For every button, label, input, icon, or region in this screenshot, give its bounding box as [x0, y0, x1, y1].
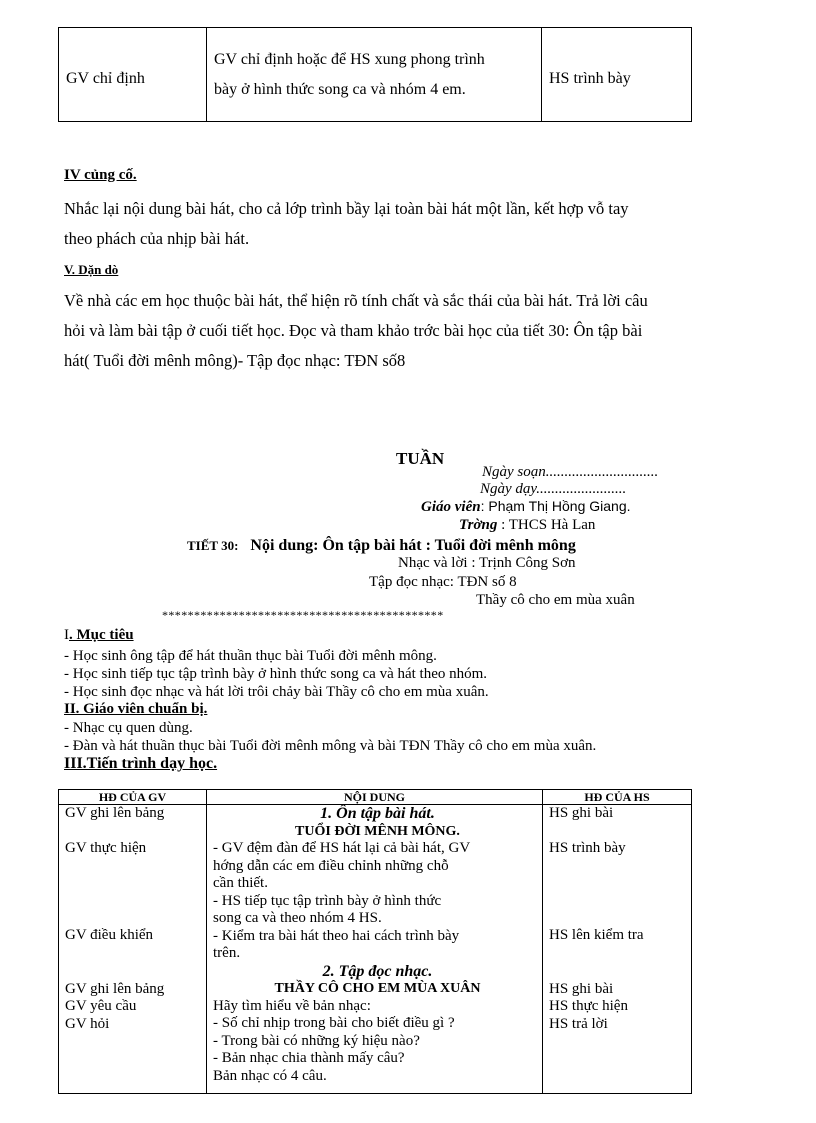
stars-divider: ********************************************: [162, 608, 444, 622]
content-line: - HS tiếp tục tập trình bày ở hình thức: [213, 892, 442, 909]
content-line: - Bản nhạc chia thành mấy câu?: [213, 1050, 405, 1066]
section5-line: Về nhà các em học thuộc bài hát, thể hiện rõ tính chất và sắc thái của bài hát. Trả lời câu: [64, 291, 648, 310]
hs-item: HS trình bày: [549, 839, 626, 856]
content-column: [207, 805, 543, 1094]
content-line: cần thiết.: [213, 875, 268, 891]
top-activity-table: [58, 27, 692, 122]
teacher-name: : Phạm Thị Hồng Giang.: [480, 498, 631, 514]
content-line: Hãy tìm hiểu về bản nhạc:: [213, 997, 371, 1014]
lesson-line: [187, 537, 576, 555]
section2-title: 2. Tập đọc nhạc.: [322, 962, 433, 980]
content-line: bày ở hình thức song ca và nhóm 4 em.: [214, 80, 466, 98]
gv-activity-cell: GV chỉ định: [59, 28, 207, 122]
hs-item: HS ghi bài: [549, 805, 614, 821]
content-line: GV chỉ định hoặc để HS xung phong trình: [214, 50, 485, 68]
gv-item: GV điều khiển: [65, 927, 154, 943]
header-content: NỘI DUNG: [207, 790, 543, 805]
hs-item: HS lên kiểm tra: [549, 927, 644, 943]
sight-reading-title: Thầy cô cho em mùa xuân: [476, 592, 635, 608]
hs-item: HS trả lời: [549, 1015, 608, 1032]
content-line: hớng dẫn các em điều chỉnh những chỗ: [213, 857, 449, 874]
preparation-item: - Đàn và hát thuần thục bài Tuổi đời mênh mông và bài TĐN Thầy cô cho em mùa xuân.: [64, 738, 597, 754]
lesson-label: TIẾT 30:: [187, 538, 239, 553]
content-line: - Kiểm tra bài hát theo hai cách trình bày: [213, 927, 460, 944]
section4-line: Nhắc lại nội dung bài hát, cho cả lớp trình bầy lại toàn bài hát một lần, kết hợp vỗ tay: [64, 199, 629, 218]
section5-heading: V. Dặn dò: [64, 262, 119, 277]
content-line: Bản nhạc có 4 câu.: [213, 1067, 327, 1084]
section5-line: hỏi và làm bài tập ở cuối tiết học. Đọc và tham khảo trớc bài học của tiết 30: Ôn tập bài: [64, 321, 643, 340]
gv-column: [59, 805, 207, 1094]
gv-item: GV thực hiện: [65, 839, 147, 856]
section5-line: hát( Tuổi đời mênh mông)- Tập đọc nhạc: TĐN số8: [64, 351, 406, 370]
section4-heading: IV củng cố.: [64, 167, 137, 183]
lesson-process-table: [58, 789, 692, 1094]
objectives-heading-prefix: I: [64, 627, 69, 643]
gv-item: GV ghi lên bảng: [65, 805, 165, 821]
content-line: - Số chỉ nhịp trong bài cho biết điều gì ?: [213, 1015, 455, 1031]
content-line: - GV đệm đàn để HS hát lại cả bài hát, GV: [213, 840, 471, 856]
content-line: - Trong bài có những ký hiệu nào?: [213, 1032, 420, 1049]
hs-activity-cell: HS trình bày: [542, 28, 692, 122]
table-header-row: [59, 790, 692, 805]
preparation-heading: II. Giáo viên chuẩn bị.: [64, 701, 208, 717]
gv-item: GV ghi lên bảng: [65, 980, 165, 997]
section2-song: THẦY CÔ CHO EM MÙA XUÂN: [274, 981, 481, 996]
header-gv: HĐ CỦA GV: [59, 790, 207, 805]
table-row: [59, 805, 692, 1094]
sight-reading: Tập đọc nhạc: TĐN số 8: [369, 574, 517, 590]
objectives-heading: [64, 627, 134, 644]
section1-song: TUỔI ĐỜI MÊNH MÔNG.: [295, 823, 460, 839]
process-heading: III.Tiến trình dạy học.: [64, 755, 218, 772]
hs-item: HS ghi bài: [549, 980, 614, 997]
music-lyrics: Nhạc và lời : Trịnh Công Sơn: [398, 555, 576, 571]
objectives-heading-text: . Mục tiêu: [69, 627, 134, 643]
content-line: trên.: [213, 945, 241, 961]
objective-item: - Học sinh tiếp tục tập trình bày ở hình thức song ca và hát theo nhóm.: [64, 666, 488, 682]
objective-item: - Học sinh ông tập để hát thuần thục bài Tuổi đời mênh mông.: [64, 648, 437, 664]
date-prepared: Ngày soạn..............................: [482, 464, 659, 480]
gv-item: GV yêu cầu: [65, 998, 137, 1014]
hs-item: HS thực hiện: [549, 998, 628, 1014]
lesson-content: Nội dung: Ôn tập bài hát : Tuổi đời mênh mông: [250, 537, 576, 554]
school-name: : THCS Hà Lan: [497, 517, 596, 533]
preparation-item: - Nhạc cụ quen dùng.: [64, 720, 193, 736]
table-row: [59, 28, 692, 122]
date-taught: Ngày dạy........................: [480, 481, 627, 497]
section4-line: theo phách của nhịp bài hát.: [64, 229, 250, 248]
section1-title: 1. Ôn tập bài hát.: [320, 805, 435, 822]
gv-item: GV hỏi: [65, 1015, 110, 1032]
teacher-line: [421, 498, 631, 516]
teacher-label: Giáo viên: [421, 499, 481, 515]
header-hs: HĐ CỦA HS: [543, 790, 692, 805]
objective-item: - Học sinh đọc nhạc và hát lời trôi chảy bài Thầy cô cho em mùa xuân.: [64, 684, 489, 700]
school-line: [459, 517, 595, 534]
content-cell: [207, 28, 542, 122]
school-label: Trờng: [459, 517, 498, 533]
week-label: TUẦN: [396, 449, 445, 468]
hs-column: [543, 805, 692, 1094]
content-line: song ca và theo nhóm 4 HS.: [213, 910, 382, 926]
